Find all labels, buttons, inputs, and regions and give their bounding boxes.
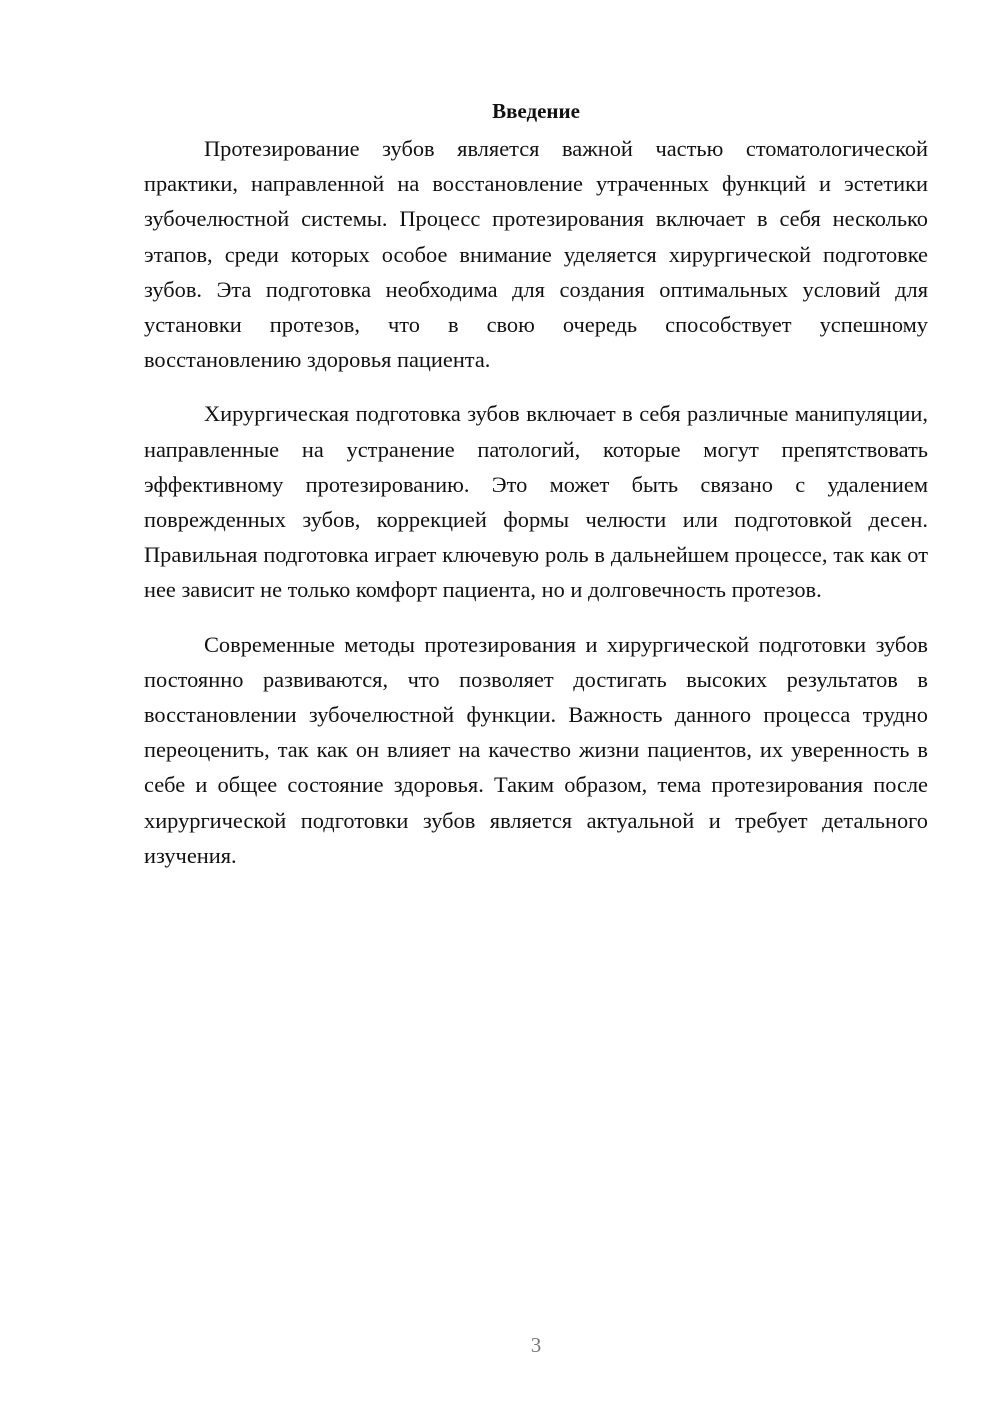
page-content: [144, 96, 928, 873]
page-number: 3: [530, 1333, 542, 1357]
paragraph-1: Протезирование зубов является важной частью стоматологической практики, направленной на восстановление утраченных функций и эстетики зубочелюстной системы. Процесс протезирования включает в себя несколько этапов, среди которых особое внимание уделяется хирургической подготовке зубов. Эта подготовка необходима для создания оптимальных условий для установки протезов, что в свою очередь способствует успешному восстановлению здоровья пациента.: [144, 136, 928, 373]
paragraph-2: Хирургическая подготовка зубов включает в себя различные манипуляции, направленные на устранение патологий, которые могут препятствовать эффективному протезированию. Это может быть связано с удалением поврежденных зубов, коррекцией формы челюсти или подготовкой десен. Правильная подготовка играет ключевую роль в дальнейшем процессе, так как от нее зависит не только комфорт пациента, но и долговечность протезов.: [144, 401, 928, 603]
section-title: Введение: [492, 99, 580, 123]
paragraph-3: Современные методы протезирования и хирургической подготовки зубов постоянно развиваются, что позволяет достигать высоких результатов в восстановлении зубочелюстной функции. Важность данного процесса трудно переоценить, так как он влияет на качество жизни пациентов, их уверенность в себе и общее состояние здоровья. Таким образом, тема протезирования после хирургической подготовки зубов является актуальной и требует детального изучения.: [144, 631, 928, 868]
